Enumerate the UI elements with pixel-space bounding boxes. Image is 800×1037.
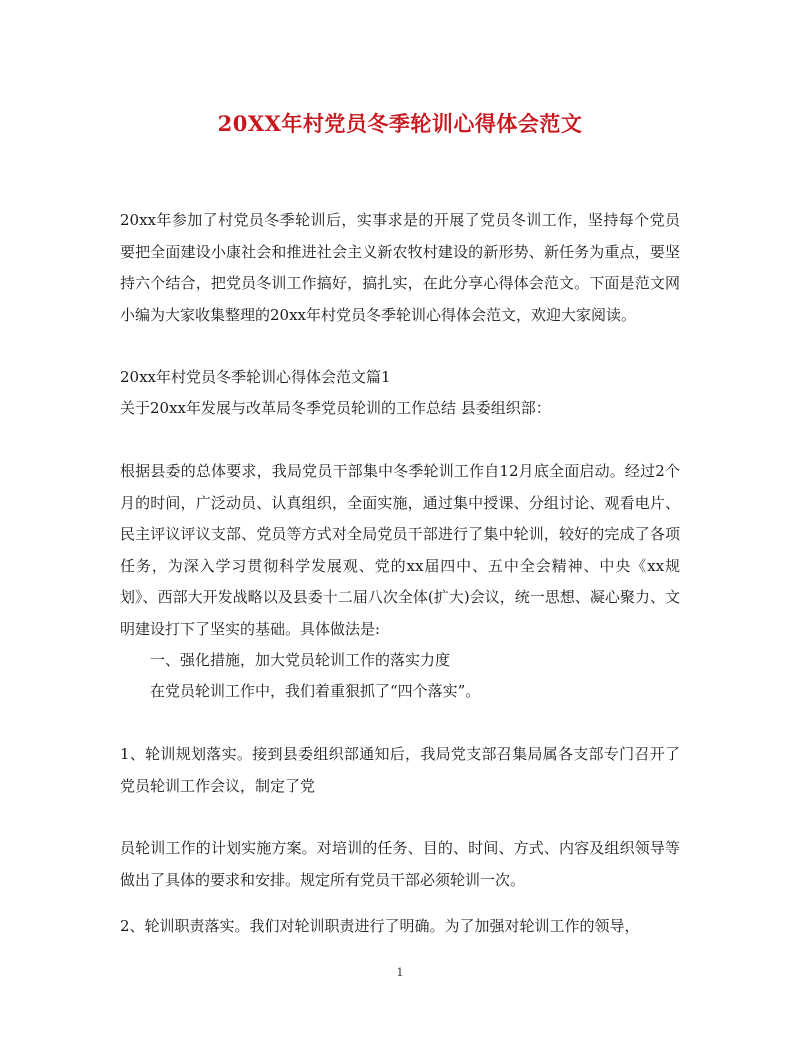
intro-paragraph: 20xx年参加了村党员冬季轮训后，实事求是的开展了党员冬训工作，坚持每个党员要把全面建设小康社会和推进社会主义新农牧村建设的新形势、新任务为重点，要坚持六个结合，把党员冬训工作搞好，搞扎实，在此分享心得体会范文。下面是范文网小编为大家收集整理的20xx年村党员冬季轮训心得体会范文，欢迎大家阅读。: [120, 211, 680, 324]
report-heading: 关于20xx年发展与改革局冬季党员轮训的工作总结 县委组织部：: [120, 399, 551, 417]
page-number: 1: [396, 966, 404, 979]
list-item-continued: 员轮训工作的计划实施方案。对培训的任务、目的、时间、方式、内容及组织领导等做出了具体的要求和安排。规定所有党员干部必须轮训一次。: [120, 839, 680, 889]
section-subtitle: 20xx年村党员冬季轮训心得体会范文篇1: [120, 368, 391, 386]
main-paragraph: 根据县委的总体要求，我局党员干部集中冬季轮训工作自12月底全面启动。经过2个月的时间，广泛动员、认真组织，全面实施，通过集中授课、分组讨论、观看电片、民主评议评议支部、党员等方式对全局党员干部进行了集中轮训，较好的完成了各项任务，为深入学习贯彻科学发展观、党的xx届四中、五中全会精神、中央《xx规划》、西部大开发战略以及县委十二届八次全体(扩大)会议，统一思想、凝心聚力、文明建设打下了坚实的基础。具体做法是:: [120, 462, 680, 638]
list-item: 1、轮训规划落实。接到县委组织部通知后，我局党支部召集局属各支部专门召开了党员轮训工作会议，制定了党: [120, 745, 680, 795]
list-item: 2、轮训职责落实。我们对轮训职责进行了明确。为了加强对轮训工作的领导，: [120, 917, 640, 935]
document-title: 20XX年村党员冬季轮训心得体会范文: [217, 111, 583, 136]
indented-paragraph: 在党员轮训工作中，我们着重狠抓了“四个落实”。: [150, 682, 481, 700]
section-heading: 一、强化措施，加大党员轮训工作的落实力度: [150, 651, 451, 669]
